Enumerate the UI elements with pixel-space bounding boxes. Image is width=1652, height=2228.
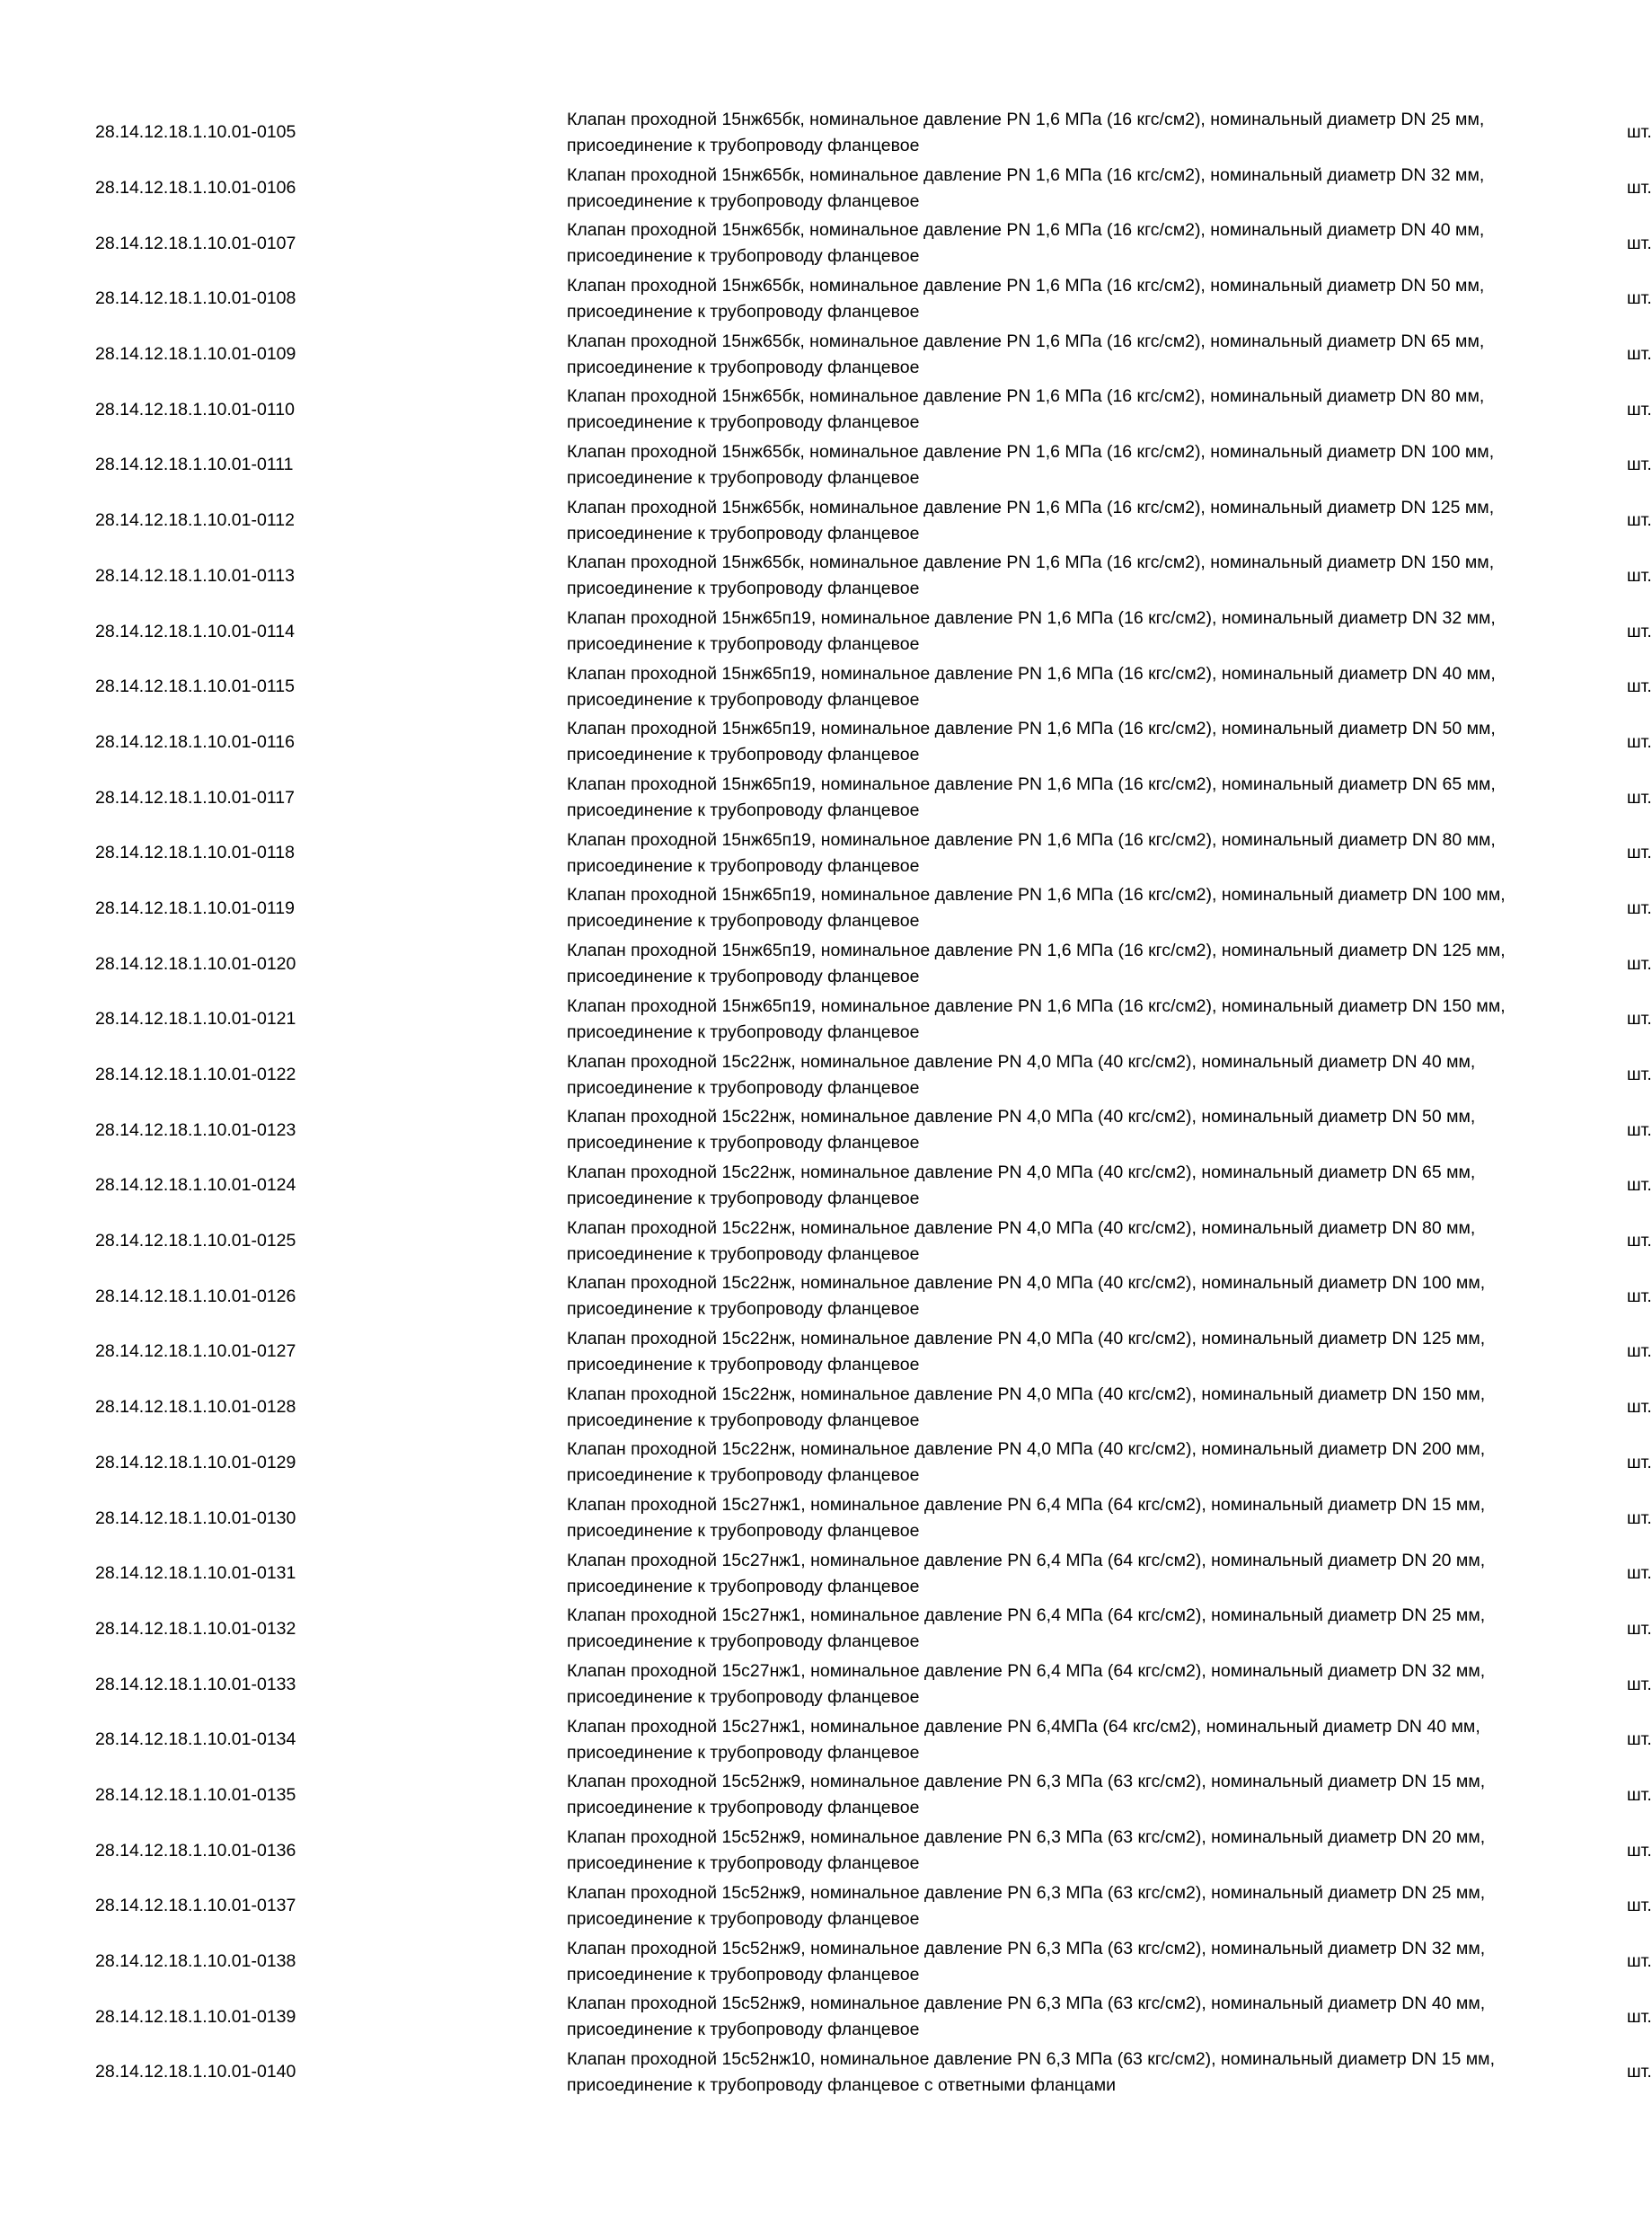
item-code: 28.14.12.18.1.10.01-0138 xyxy=(95,1951,296,1972)
item-description-cell xyxy=(477,1934,1528,1990)
table-row xyxy=(0,1324,1576,1380)
item-unit: шт. xyxy=(1627,2062,1652,2082)
item-code: 28.14.12.18.1.10.01-0110 xyxy=(95,399,295,420)
table-row xyxy=(0,1490,1576,1546)
item-description: Клапан проходной 15нж65п19, номинальное давление PN 1,6 МПа (16 кгс/см2), номинальный диаметр DN 40 мм, присоединение к трубопроводу фланцевое xyxy=(567,663,1496,710)
item-unit: шт. xyxy=(1627,1563,1652,1584)
table-row xyxy=(0,1934,1576,1990)
item-description-cell xyxy=(477,2045,1528,2100)
table-row xyxy=(0,1823,1576,1879)
table-row xyxy=(0,1158,1576,1214)
table-row xyxy=(0,1380,1576,1436)
item-description: Клапан проходной 15с52нж9, номинальное давление PN 6,3 МПа (63 кгс/см2), номинальный диаметр DN 20 мм, присоединение к трубопроводу фланцевое xyxy=(567,1827,1486,1874)
item-unit: шт. xyxy=(1627,897,1652,918)
table-body xyxy=(0,105,1652,2100)
table-row xyxy=(0,992,1576,1048)
item-unit: шт. xyxy=(1627,676,1652,697)
item-description-cell xyxy=(477,105,1528,161)
item-description: Клапан проходной 15нж65бк, номинальное давление PN 1,6 МПа (16 кгс/см2), номинальный диаметр DN 80 мм, присоединение к трубопроводу фланцевое xyxy=(567,386,1485,433)
item-description-cell xyxy=(477,1879,1528,1934)
item-code: 28.14.12.18.1.10.01-0126 xyxy=(95,1286,296,1306)
item-code: 28.14.12.18.1.10.01-0108 xyxy=(95,288,296,309)
item-description: Клапан проходной 15с27нж1, номинальное давление PN 6,4МПа (64 кгс/см2), номинальный диаметр DN 40 мм, присоединение к трубопроводу фланцевое xyxy=(567,1716,1480,1763)
table-row xyxy=(0,1657,1576,1712)
item-unit: шт. xyxy=(1627,510,1652,531)
item-description: Клапан проходной 15нж65бк, номинальное давление PN 1,6 МПа (16 кгс/см2), номинальный диаметр DN 65 мм, присоединение к трубопроводу фланцевое xyxy=(567,331,1485,377)
table-row xyxy=(0,216,1576,271)
item-unit: шт. xyxy=(1627,953,1652,974)
item-unit: шт. xyxy=(1627,1951,1652,1972)
item-code: 28.14.12.18.1.10.01-0139 xyxy=(95,2006,296,2027)
item-description: Клапан проходной 15с22нж, номинальное давление PN 4,0 МПа (40 кгс/см2), номинальный диаметр DN 40 мм, присоединение к трубопроводу фланцевое xyxy=(567,1051,1476,1098)
item-description-cell xyxy=(477,1602,1528,1658)
item-unit: шт. xyxy=(1627,2006,1652,2027)
item-code: 28.14.12.18.1.10.01-0133 xyxy=(95,1674,296,1694)
item-code: 28.14.12.18.1.10.01-0137 xyxy=(95,1896,296,1916)
item-unit: шт. xyxy=(1627,233,1652,253)
table-row xyxy=(0,549,1576,605)
item-description-cell xyxy=(477,438,1528,493)
item-code: 28.14.12.18.1.10.01-0109 xyxy=(95,344,296,365)
item-description: Клапан проходной 15с22нж, номинальное давление PN 4,0 МПа (40 кгс/см2), номинальный диаметр DN 125 мм, присоединение к трубопроводу фланцевое xyxy=(567,1328,1486,1375)
item-description: Клапан проходной 15с27нж1, номинальное давление PN 6,4 МПа (64 кгс/см2), номинальный диаметр DN 25 мм, присоединение к трубопроводу фланцевое xyxy=(567,1605,1486,1652)
item-code: 28.14.12.18.1.10.01-0135 xyxy=(95,1784,296,1805)
item-unit: шт. xyxy=(1627,1840,1652,1861)
item-description: Клапан проходной 15нж65п19, номинальное давление PN 1,6 МПа (16 кгс/см2), номинальный диаметр DN 80 мм, присоединение к трубопроводу фланцевое xyxy=(567,829,1496,876)
item-description-cell xyxy=(477,1158,1528,1214)
item-unit: шт. xyxy=(1627,1507,1652,1528)
item-description: Клапан проходной 15с22нж, номинальное давление PN 4,0 МПа (40 кгс/см2), номинальный диаметр DN 50 мм, присоединение к трубопроводу фланцевое xyxy=(567,1107,1476,1154)
item-unit: шт. xyxy=(1627,1231,1652,1251)
item-code: 28.14.12.18.1.10.01-0121 xyxy=(95,1009,296,1030)
item-description: Клапан проходной 15нж65п19, номинальное давление PN 1,6 МПа (16 кгс/см2), номинальный диаметр DN 125 мм, присоединение к трубопроводу фланцевое xyxy=(567,941,1506,987)
item-code: 28.14.12.18.1.10.01-0107 xyxy=(95,233,296,253)
item-code: 28.14.12.18.1.10.01-0136 xyxy=(95,1840,296,1861)
item-description: Клапан проходной 15с52нж10, номинальное давление PN 6,3 МПа (63 кгс/см2), номинальный диаметр DN 15 мм, присоединение к трубопроводу фланцевое с ответными фланцами xyxy=(567,2048,1496,2095)
item-description: Клапан проходной 15с52нж9, номинальное давление PN 6,3 МПа (63 кгс/см2), номинальный диаметр DN 40 мм, присоединение к трубопроводу фланцевое xyxy=(567,1994,1486,2040)
item-unit: шт. xyxy=(1627,1896,1652,1916)
table-row xyxy=(0,1214,1576,1269)
table-row xyxy=(0,271,1576,327)
table-row xyxy=(0,1048,1576,1103)
item-code: 28.14.12.18.1.10.01-0113 xyxy=(95,565,295,586)
table-row xyxy=(0,1546,1576,1602)
table-row xyxy=(0,659,1576,715)
table-row xyxy=(0,715,1576,771)
item-unit: шт. xyxy=(1627,399,1652,420)
item-description-cell xyxy=(477,1546,1528,1602)
item-description-cell xyxy=(477,1102,1528,1158)
item-code: 28.14.12.18.1.10.01-0140 xyxy=(95,2062,296,2082)
item-description-cell xyxy=(477,936,1528,992)
item-code: 28.14.12.18.1.10.01-0117 xyxy=(95,787,295,808)
item-description: Клапан проходной 15с52нж9, номинальное давление PN 6,3 МПа (63 кгс/см2), номинальный диаметр DN 32 мм, присоединение к трубопроводу фланцевое xyxy=(567,1938,1486,1985)
item-code: 28.14.12.18.1.10.01-0130 xyxy=(95,1507,296,1528)
item-description: Клапан проходной 15с22нж, номинальное давление PN 4,0 МПа (40 кгс/см2), номинальный диаметр DN 80 мм, присоединение к трубопроводу фланцевое xyxy=(567,1217,1476,1264)
item-description: Клапан проходной 15нж65бк, номинальное давление PN 1,6 МПа (16 кгс/см2), номинальный диаметр DN 32 мм, присоединение к трубопроводу фланцевое xyxy=(567,164,1485,211)
item-description-cell xyxy=(477,770,1528,826)
table-row xyxy=(0,493,1576,549)
table-row xyxy=(0,327,1576,383)
item-unit: шт. xyxy=(1627,1452,1652,1472)
item-unit: шт. xyxy=(1627,1065,1652,1085)
item-code: 28.14.12.18.1.10.01-0125 xyxy=(95,1231,296,1251)
item-description: Клапан проходной 15с27нж1, номинальное давление PN 6,4 МПа (64 кгс/см2), номинальный диаметр DN 32 мм, присоединение к трубопроводу фланцевое xyxy=(567,1661,1486,1708)
item-code: 28.14.12.18.1.10.01-0128 xyxy=(95,1397,296,1418)
table-row xyxy=(0,105,1576,161)
table-row xyxy=(0,1602,1576,1658)
item-code: 28.14.12.18.1.10.01-0122 xyxy=(95,1065,296,1085)
item-description-cell xyxy=(477,493,1528,549)
item-description: Клапан проходной 15нж65бк, номинальное давление PN 1,6 МПа (16 кгс/см2), номинальный диаметр DN 100 мм, присоединение к трубопроводу фланцевое xyxy=(567,441,1495,488)
item-unit: шт. xyxy=(1627,344,1652,365)
table-row xyxy=(0,770,1576,826)
item-unit: шт. xyxy=(1627,1341,1652,1362)
item-code: 28.14.12.18.1.10.01-0115 xyxy=(95,676,295,697)
item-code: 28.14.12.18.1.10.01-0119 xyxy=(95,897,295,918)
item-description-cell xyxy=(477,271,1528,327)
item-unit: шт. xyxy=(1627,178,1652,199)
item-description-cell xyxy=(477,382,1528,438)
item-unit: шт. xyxy=(1627,1618,1652,1639)
item-description-cell xyxy=(477,1989,1528,2045)
item-description-cell xyxy=(477,1214,1528,1269)
item-description-cell xyxy=(477,1048,1528,1103)
item-unit: шт. xyxy=(1627,455,1652,475)
item-description-cell xyxy=(477,1324,1528,1380)
table-row xyxy=(0,1768,1576,1824)
item-code: 28.14.12.18.1.10.01-0123 xyxy=(95,1119,296,1140)
item-description-cell xyxy=(477,216,1528,271)
table-row xyxy=(0,1102,1576,1158)
table-row xyxy=(0,604,1576,659)
table-row xyxy=(0,1712,1576,1768)
item-code: 28.14.12.18.1.10.01-0134 xyxy=(95,1729,296,1750)
item-description: Клапан проходной 15с22нж, номинальное давление PN 4,0 МПа (40 кгс/см2), номинальный диаметр DN 200 мм, присоединение к трубопроводу фланцевое xyxy=(567,1439,1486,1486)
item-description: Клапан проходной 15нж65п19, номинальное давление PN 1,6 МПа (16 кгс/см2), номинальный диаметр DN 32 мм, присоединение к трубопроводу фланцевое xyxy=(567,608,1496,655)
table-row xyxy=(0,438,1576,493)
item-description: Клапан проходной 15с22нж, номинальное давление PN 4,0 МПа (40 кгс/см2), номинальный диаметр DN 100 мм, присоединение к трубопроводу фланцевое xyxy=(567,1273,1486,1320)
item-description: Клапан проходной 15нж65бк, номинальное давление PN 1,6 МПа (16 кгс/см2), номинальный диаметр DN 40 мм, присоединение к трубопроводу фланцевое xyxy=(567,220,1485,267)
item-code: 28.14.12.18.1.10.01-0120 xyxy=(95,953,296,974)
item-unit: шт. xyxy=(1627,122,1652,143)
item-description: Клапан проходной 15с27нж1, номинальное давление PN 6,4 МПа (64 кгс/см2), номинальный диаметр DN 15 мм, присоединение к трубопроводу фланцевое xyxy=(567,1495,1486,1542)
item-unit: шт. xyxy=(1627,1119,1652,1140)
item-code: 28.14.12.18.1.10.01-0116 xyxy=(95,731,295,752)
item-unit: шт. xyxy=(1627,288,1652,309)
item-description-cell xyxy=(477,715,1528,771)
table-row xyxy=(0,936,1576,992)
table-row xyxy=(0,1879,1576,1934)
item-code: 28.14.12.18.1.10.01-0131 xyxy=(95,1563,296,1584)
item-description: Клапан проходной 15с27нж1, номинальное давление PN 6,4 МПа (64 кгс/см2), номинальный диаметр DN 20 мм, присоединение к трубопроводу фланцевое xyxy=(567,1550,1486,1596)
item-code: 28.14.12.18.1.10.01-0105 xyxy=(95,122,296,143)
table-row xyxy=(0,881,1576,937)
item-description: Клапан проходной 15нж65п19, номинальное давление PN 1,6 МПа (16 кгс/см2), номинальный диаметр DN 150 мм, присоединение к трубопроводу фланцевое xyxy=(567,995,1506,1042)
item-description: Клапан проходной 15нж65п19, номинальное давление PN 1,6 МПа (16 кгс/см2), номинальный диаметр DN 65 мм, присоединение к трубопроводу фланцевое xyxy=(567,774,1496,821)
item-unit: шт. xyxy=(1627,1175,1652,1196)
item-description-cell xyxy=(477,1490,1528,1546)
item-unit: шт. xyxy=(1627,1286,1652,1306)
item-unit: шт. xyxy=(1627,621,1652,641)
item-description-cell xyxy=(477,327,1528,383)
item-description-cell xyxy=(477,826,1528,881)
item-description-cell xyxy=(477,881,1528,937)
item-unit: шт. xyxy=(1627,787,1652,808)
item-description-cell xyxy=(477,604,1528,659)
item-unit: шт. xyxy=(1627,731,1652,752)
item-code: 28.14.12.18.1.10.01-0124 xyxy=(95,1175,296,1196)
table-row xyxy=(0,2045,1576,2100)
item-description: Клапан проходной 15нж65бк, номинальное давление PN 1,6 МПа (16 кгс/см2), номинальный диаметр DN 150 мм, присоединение к трубопроводу фланцевое xyxy=(567,553,1495,599)
item-description: Клапан проходной 15нж65бк, номинальное давление PN 1,6 МПа (16 кгс/см2), номинальный диаметр DN 125 мм, присоединение к трубопроводу фланцевое xyxy=(567,497,1495,544)
item-description-cell xyxy=(477,1436,1528,1491)
item-description: Клапан проходной 15с22нж, номинальное давление PN 4,0 МПа (40 кгс/см2), номинальный диаметр DN 150 мм, присоединение к трубопроводу фланцевое xyxy=(567,1384,1486,1430)
item-description-cell xyxy=(477,1712,1528,1768)
item-description: Клапан проходной 15нж65п19, номинальное давление PN 1,6 МПа (16 кгс/см2), номинальный диаметр DN 50 мм, присоединение к трубопроводу фланцевое xyxy=(567,719,1496,765)
table-row xyxy=(0,382,1576,438)
item-description-cell xyxy=(477,161,1528,217)
price-list-table xyxy=(0,105,1652,2100)
item-code: 28.14.12.18.1.10.01-0111 xyxy=(95,455,294,475)
item-code: 28.14.12.18.1.10.01-0106 xyxy=(95,178,296,199)
item-description: Клапан проходной 15нж65бк, номинальное давление PN 1,6 МПа (16 кгс/см2), номинальный диаметр DN 50 мм, присоединение к трубопроводу фланцевое xyxy=(567,275,1485,322)
item-description: Клапан проходной 15с52нж9, номинальное давление PN 6,3 МПа (63 кгс/см2), номинальный диаметр DN 15 мм, присоединение к трубопроводу фланцевое xyxy=(567,1772,1486,1818)
item-unit: шт. xyxy=(1627,1009,1652,1030)
table-row xyxy=(0,1436,1576,1491)
table-row xyxy=(0,161,1576,217)
table-row xyxy=(0,826,1576,881)
item-code: 28.14.12.18.1.10.01-0118 xyxy=(95,843,295,863)
item-unit: шт. xyxy=(1627,1784,1652,1805)
table-row xyxy=(0,1989,1576,2045)
item-description-cell xyxy=(477,1380,1528,1436)
item-description-cell xyxy=(477,1823,1528,1879)
item-description: Клапан проходной 15нж65п19, номинальное давление PN 1,6 МПа (16 кгс/см2), номинальный диаметр DN 100 мм, присоединение к трубопроводу фланцевое xyxy=(567,885,1506,932)
item-code: 28.14.12.18.1.10.01-0132 xyxy=(95,1618,296,1639)
item-description: Клапан проходной 15с52нж9, номинальное давление PN 6,3 МПа (63 кгс/см2), номинальный диаметр DN 25 мм, присоединение к трубопроводу фланцевое xyxy=(567,1882,1486,1929)
item-unit: шт. xyxy=(1627,565,1652,586)
table-row xyxy=(0,1269,1576,1324)
item-unit: шт. xyxy=(1627,1397,1652,1418)
item-unit: шт. xyxy=(1627,1729,1652,1750)
item-description: Клапан проходной 15нж65бк, номинальное давление PN 1,6 МПа (16 кгс/см2), номинальный диаметр DN 25 мм, присоединение к трубопроводу фланцевое xyxy=(567,109,1485,155)
item-unit: шт. xyxy=(1627,843,1652,863)
item-description-cell xyxy=(477,549,1528,605)
item-code: 28.14.12.18.1.10.01-0112 xyxy=(95,510,295,531)
item-code: 28.14.12.18.1.10.01-0127 xyxy=(95,1341,296,1362)
item-description-cell xyxy=(477,1657,1528,1712)
item-code: 28.14.12.18.1.10.01-0129 xyxy=(95,1452,296,1472)
item-description: Клапан проходной 15с22нж, номинальное давление PN 4,0 МПа (40 кгс/см2), номинальный диаметр DN 65 мм, присоединение к трубопроводу фланцевое xyxy=(567,1162,1476,1208)
item-code: 28.14.12.18.1.10.01-0114 xyxy=(95,621,295,641)
item-description-cell xyxy=(477,992,1528,1048)
item-description-cell xyxy=(477,1269,1528,1324)
item-description-cell xyxy=(477,659,1528,715)
item-unit: шт. xyxy=(1627,1674,1652,1694)
item-description-cell xyxy=(477,1768,1528,1824)
